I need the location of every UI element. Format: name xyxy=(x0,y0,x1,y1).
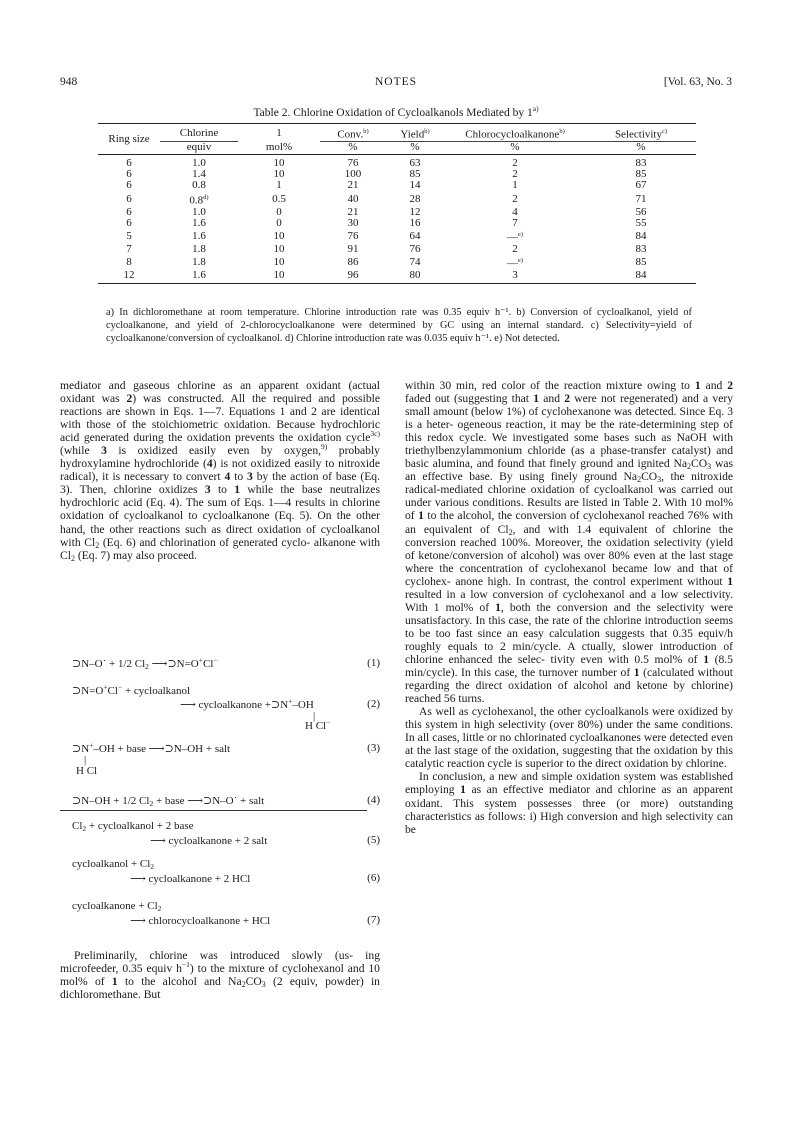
cell-yield: 64 xyxy=(409,229,421,242)
cell-mediator: 10 xyxy=(273,157,285,170)
equation-line: ⟶ cycloalkanone + 2 HCl xyxy=(130,873,251,885)
col-header-chloro: Chlorocycloalkanone$^{b)}$ xyxy=(444,124,586,142)
cell-conv: 96 xyxy=(320,270,386,284)
cell-chlorine: 1.0 xyxy=(192,157,206,170)
cell-conv: 21 xyxy=(347,205,359,218)
equation-number: (7) xyxy=(367,914,380,926)
table-footnotes: a) In dichloromethane at room temperature. Chlorine introduction rate was 0.35 equiv h⁻¹. b) Conversion of cycloalkanol, yield of cycloalkanone, and yield of 2-chlorocycloalkanone were determined by GC using an internal standard. c) Selectivity=yield of cycloalkanone/conversion of cycloalkanol. d) Chlorine introduction rate was 0.035 equiv h⁻¹. e) Not detected. xyxy=(106,307,692,345)
cell-selectivity: 56 xyxy=(635,205,647,218)
cell-conv: 91 xyxy=(347,242,359,255)
cell-chlorine: 1.6 xyxy=(192,216,206,229)
cell-mediator: 1 xyxy=(276,179,282,192)
cell-chloro: 4 xyxy=(512,205,518,218)
equation-line: ⟶ cycloalkanone +⊃N+–OH xyxy=(180,696,314,711)
cell-conv: 76 xyxy=(347,157,359,170)
cell-chlorine: 1.4 xyxy=(192,168,206,181)
cell-conv: 100 xyxy=(344,168,362,181)
cell-selectivity: 83 xyxy=(635,242,647,255)
cell-ring-size: 8 xyxy=(126,255,132,268)
cell-yield: 76 xyxy=(409,242,421,255)
cell-conv: 86 xyxy=(347,255,359,268)
equation-line: | xyxy=(84,754,87,766)
cell-yield: 14 xyxy=(409,179,421,192)
cell-chloro: 2 xyxy=(512,192,518,205)
cell-selectivity: 85 xyxy=(635,168,647,181)
cell-chlorine: 0.8$^{d)}$ xyxy=(189,193,209,207)
cell-chloro: 3 xyxy=(444,270,586,284)
cell-ring-size: 6 xyxy=(126,179,132,192)
equation-number: (5) xyxy=(367,834,380,846)
equation-line: H Cl− xyxy=(305,717,331,732)
equation-5: $Cl_2$ + cycloalkanol + 2 base xyxy=(72,820,194,833)
cell-chloro: 7 xyxy=(512,216,518,229)
col-header-selectivity: Selectivity$^{c)}$ xyxy=(586,124,696,142)
cell-selectivity: 84 xyxy=(586,270,696,284)
equation-sum-rule xyxy=(60,810,367,811)
cell-yield: 16 xyxy=(409,216,421,229)
cell-mediator: 10 xyxy=(273,242,285,255)
cell-mediator: 0 xyxy=(276,205,282,218)
cell-chloro: 2 xyxy=(512,168,518,181)
cell-chlorine: 1.0 xyxy=(192,205,206,218)
cell-selectivity: 67 xyxy=(635,179,647,192)
cell-chloro: 1 xyxy=(512,179,518,192)
table-caption: Table 2. Chlorine Oxidation of Cycloalkanols Mediated by 1$^{a)}$ xyxy=(253,104,539,119)
cell-conv: 21 xyxy=(347,179,359,192)
cell-ring-size: 7 xyxy=(126,242,132,255)
cell-conv: 30 xyxy=(347,216,359,229)
equation-number: (2) xyxy=(367,698,380,710)
cell-mediator: 0.5 xyxy=(272,192,286,205)
right-column-text: within 30 min, red color of the reaction mixture owing to 1 and 2 faded out (suggesting that 1 and 2 were not regenerated) and a very small amount (below 1%) of cyclohexanone was detected. Since Eq. 3 is a heter- ogeneous reaction, it may be the rate-determining step of this redox cycle. We investigated some bases such as NaOH with triethylbenzylammonium chloride (as a phase-transfer catalyst) and basic alumina, and found that finely ground and ignited $Na_2CO_3$ was an effective base. By using finely ground $Na_2CO_3$, the nitroxide radical-mediated chlorine oxidation of cycloalkanol was carried out under various conditions. Results are listed in Table 2. With 10 mol% of 1 to the alcohol, the conversion of cyclohexanol reached 76% with an equivalent of $Cl_2$, and with 1.4 equivalent of chlorine the conversion reached 100%. Moreover, the oxidation selectivity (yield of ketone/conversion of alcohol) was over 80% even at the last stage where the concentration of cyclohexanol became low and that of cyclohex- anone high. In contrast, the control experiment without 1 resulted in a low conversion of cyclohexanol and a low selectivity. With 1 mol% of 1, both the conversion and the selectivity were unsatisfactory. In this case, the rate of the chlorine introduction seems to be too fast since an easy calculation suggests that 0.35 equiv/h roughly equals to 2 min/cycle. A ctually, slower introduction of chlorine enhanced the selec- tivity even with 0.5 mol% of 1 (8.5 min/cycle). In this case, the turnover number of 1 (calculated without regarding the direct oxidation of alcohol and ketone by chlorine) reached 56 turns. As well as cyclohexanol, the other cycloalkanols were oxidized by this system in high selectivity (over 80%) under the same conditions. In all cases, little or no chlorinated cycloalkanones were detected even at the last stage of the oxidation, suggesting that the oxidation by this catalytic reaction cycle is superior to the direct oxidation by chlorine. In conclusion, a new and simple oxidation system was established employing 1 as an effective mediator and chlorine as an apparent oxidant. This system possesses three (or more) outstanding characteristics as follows: i) High conversion and high selectivity can be xyxy=(405,379,734,836)
cell-chloro: 2 xyxy=(512,242,518,255)
cell-mediator: 10 xyxy=(273,168,285,181)
equation-line: H Cl xyxy=(76,765,98,777)
cell-chlorine: 0.8 xyxy=(192,179,206,192)
unit-chlorine: equiv xyxy=(160,141,238,154)
cell-selectivity: 85 xyxy=(635,255,647,268)
section-title: NOTES xyxy=(374,76,418,88)
cell-conv: 76 xyxy=(347,229,359,242)
cell-mediator: 0 xyxy=(276,216,282,229)
cell-mediator: 10 xyxy=(273,229,285,242)
col-header-mediator: 1 xyxy=(276,127,282,140)
equation-1: ⊃N–O˙ + 1/2 $Cl_2$ ⟶⊃N=O+Cl− xyxy=(72,655,218,671)
col-header-conv: Conv.$^{b)}$ xyxy=(320,124,386,142)
cell-selectivity: 83 xyxy=(635,157,647,170)
cell-selectivity: 84 xyxy=(635,229,647,242)
cell-mediator: 10 xyxy=(273,255,285,268)
volume-label: [Vol. 63, No. 3 xyxy=(663,76,732,88)
unit-mediator: mol% xyxy=(238,141,320,154)
cell-selectivity: 55 xyxy=(635,216,647,229)
unit-chloro: % xyxy=(444,141,586,154)
left-column-text-2: Preliminarily, chlorine was introduced slowly (us- ing microfeeder, 0.35 equiv $h^{-1}$) to the mixture of cyclohexanol and 10 mol% of 1 to the alcohol and $Na_2CO_3$ (2 equiv, powder) in dichloromethane. But xyxy=(60,949,380,1002)
page-number: 948 xyxy=(60,76,78,88)
equation-2: ⊃N=O+Cl− + cycloalkanol xyxy=(72,682,191,697)
cell-ring-size: 6 xyxy=(126,205,132,218)
cell-yield: 63 xyxy=(409,157,421,170)
cell-chloro: 2 xyxy=(512,157,518,170)
cell-ring-size: 6 xyxy=(126,216,132,229)
left-column-text: mediator and gaseous chlorine as an apparent oxidant (actual oxidant was 2) was constructed. All the required and possible reactions are shown in Eqs. 1—7. Equations 1 and 2 are identical with those of the stoichiometric oxidation. Because hydrochloric acid generated during the oxidation prevents the oxidation cycle$^{3c)}$ (while 3 is oxidized easily even by oxygen,$^{9)}$ probably hydroxylamine hydrochloride (4) is not oxidized easily to nitroxide radical), it is necessary to convert 4 to 3 by the action of base (Eq. 3). Then, chlorine oxidizes 3 to 1 while the base neutralizes hydrochloric acid (Eq. 4). The sum of Eqs. 1—4 results in chlorine oxidation of cycloalkanol to cycloalkanone (Eq. 5). On the other hand, the other reactions such as direct oxidation of cycloalkanol with $Cl_2$ (Eq. 6) and chlorination of generated cyclo- alkanone with $Cl_2$ (Eq. 7) may also proceed. xyxy=(60,379,381,563)
cell-ring-size: 6 xyxy=(126,192,132,205)
cell-chloro: —$^{e)}$ xyxy=(506,257,524,270)
cell-ring-size: 5 xyxy=(126,229,132,242)
cell-conv: 40 xyxy=(347,192,359,205)
equation-number: (6) xyxy=(367,872,380,884)
equation-number: (3) xyxy=(367,742,380,754)
cell-yield: 28 xyxy=(409,192,421,205)
cell-ring-size: 6 xyxy=(126,157,132,170)
equation-line: | xyxy=(313,710,316,722)
equation-number: (4) xyxy=(367,794,380,806)
unit-conv: % xyxy=(320,141,386,154)
equation-6: cycloalkanol + $Cl_2$ xyxy=(72,858,155,871)
equation-7: cycloalkanone + $Cl_2$ xyxy=(72,900,162,913)
cell-chlorine: 1.6 xyxy=(192,229,206,242)
cell-yield: 80 xyxy=(386,270,444,284)
equation-number: (1) xyxy=(367,657,380,669)
equation-line: ⟶ cycloalkanone + 2 salt xyxy=(150,835,268,847)
cell-yield: 85 xyxy=(409,168,421,181)
cell-chlorine: 1.8 xyxy=(192,242,206,255)
col-header-ring-size: Ring size xyxy=(98,124,160,155)
unit-yield: % xyxy=(386,141,444,154)
unit-selectivity: % xyxy=(586,141,696,154)
cell-yield: 74 xyxy=(409,255,421,268)
cell-mediator: 10 xyxy=(238,270,320,284)
cell-chlorine: 1.6 xyxy=(160,270,238,284)
cell-ring-size: 6 xyxy=(126,168,132,181)
equation-3: ⊃N+–OH + base ⟶⊃N–OH + salt xyxy=(72,740,231,755)
col-header-chlorine: Chlorine xyxy=(160,124,238,142)
equation-line: ⟶ chlorocycloalkanone + HCl xyxy=(130,915,271,927)
cell-ring-size: 12 xyxy=(98,270,160,284)
cell-yield: 12 xyxy=(409,205,421,218)
col-header-yield: Yield$^{b)}$ xyxy=(386,124,444,142)
cell-chlorine: 1.8 xyxy=(192,255,206,268)
equation-4: ⊃N–OH + 1/2 $Cl_2$ + base ⟶⊃N–O˙ + salt xyxy=(72,795,265,808)
cell-chloro: —$^{e)}$ xyxy=(506,230,524,244)
cell-selectivity: 71 xyxy=(635,192,647,205)
